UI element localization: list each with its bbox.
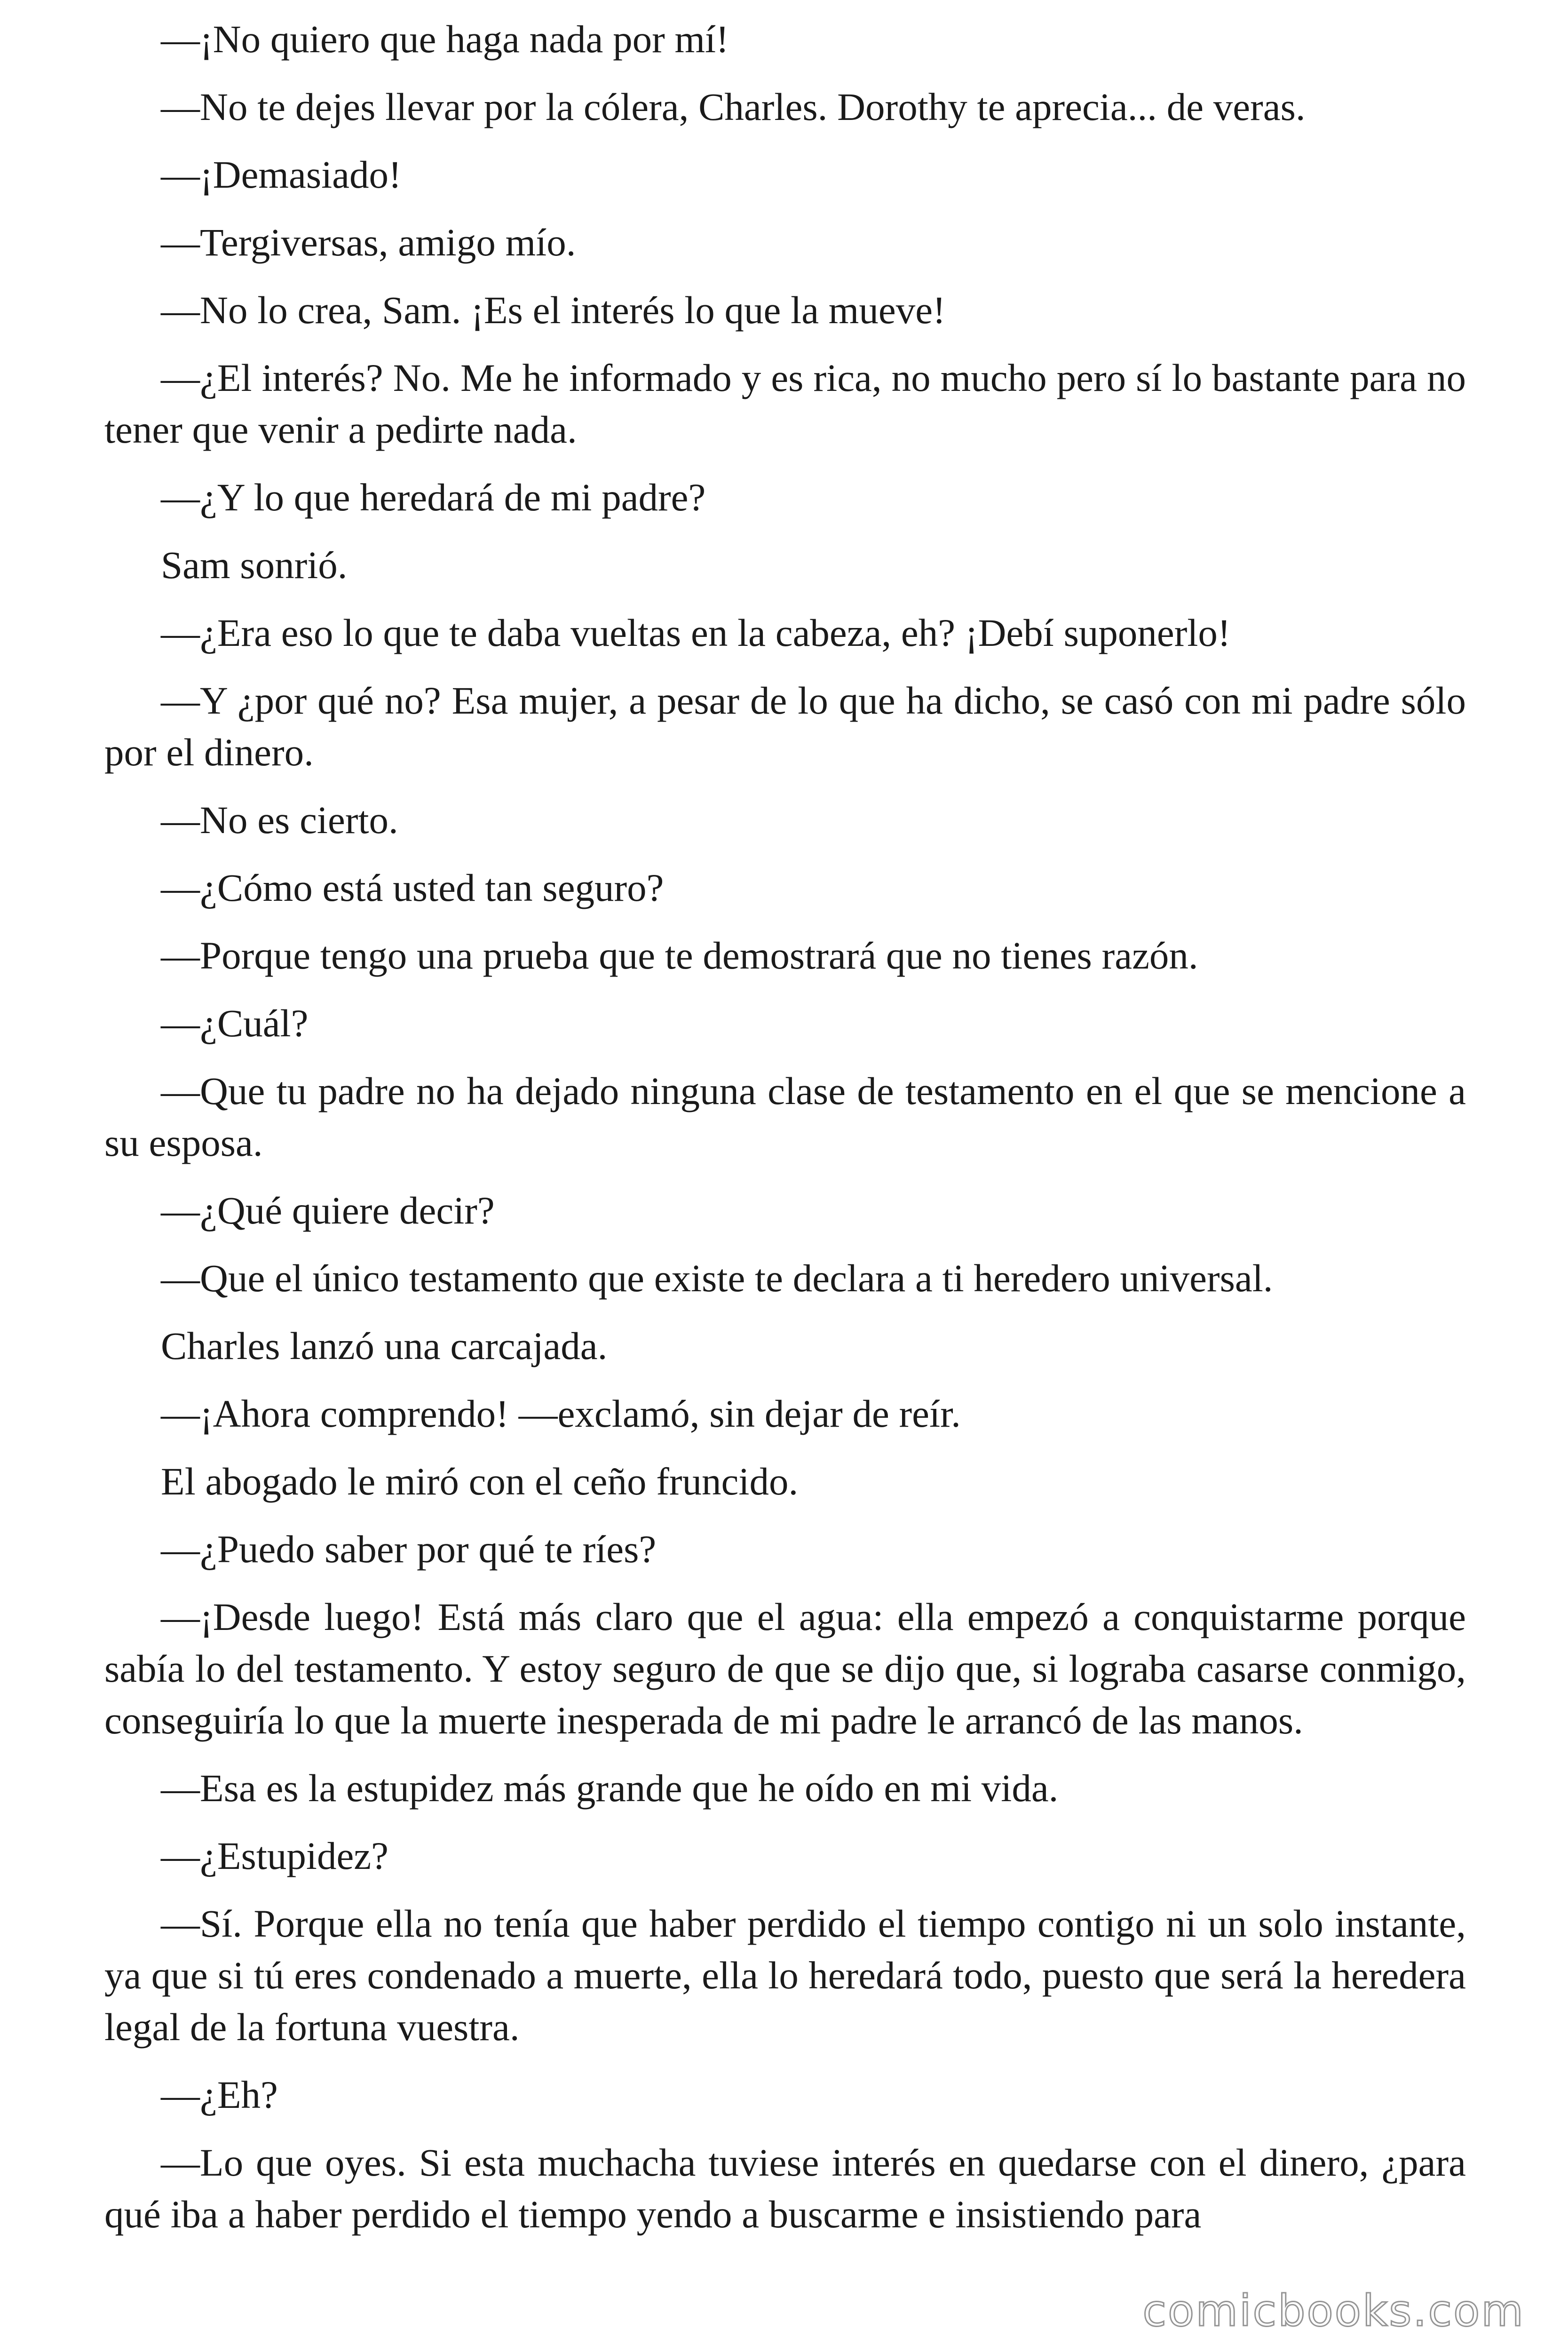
paragraph: —No te dejes llevar por la cólera, Charles. Dorothy te aprecia... de veras.	[161, 85, 1306, 128]
paragraph: Charles lanzó una carcajada.	[161, 1324, 608, 1367]
paragraph: —¡No quiero que haga nada por mí!	[161, 17, 729, 61]
paragraph: —¿Estupidez?	[161, 1834, 388, 1877]
paragraph: —Tergiversas, amigo mío.	[161, 221, 576, 264]
paragraph: —¿Y lo que heredará de mi padre?	[161, 476, 706, 519]
paragraph: —No es cierto.	[161, 798, 398, 842]
paragraph: —Y ¿por qué no? Esa mujer, a pesar de lo que ha dicho, se casó con mi padre sólo por el dinero.	[104, 679, 1466, 774]
paragraph: —¿Era eso lo que te daba vueltas en la cabeza, eh? ¡Debí suponerlo!	[161, 611, 1231, 654]
paragraph: —Que tu padre no ha dejado ninguna clase de testamento en el que se mencione a su esposa.	[104, 1069, 1466, 1164]
paragraph: —Sí. Porque ella no tenía que haber perdido el tiempo contigo ni un solo instante, ya que si tú eres condenado a muerte, ella lo heredará todo, puesto que será la heredera legal de la fortuna vuestra.	[104, 1902, 1466, 2049]
paragraph: —Lo que oyes. Si esta muchacha tuviese interés en quedarse con el dinero, ¿para qué iba a haber perdido el tiempo yendo a buscarme e insistiendo para	[104, 2141, 1466, 2236]
watermark: comicbooks.com	[1142, 2286, 1525, 2336]
paragraph: —¡Demasiado!	[161, 153, 402, 196]
paragraph: —¿Qué quiere decir?	[161, 1189, 495, 1232]
paragraph: —¿Cómo está usted tan seguro?	[161, 866, 664, 909]
paragraph: Sam sonrió.	[161, 543, 348, 587]
paragraph: —No lo crea, Sam. ¡Es el interés lo que la mueve!	[161, 288, 946, 332]
paragraph: —Porque tengo una prueba que te demostrará que no tienes razón.	[161, 934, 1198, 977]
paragraph: —¿Puedo saber por qué te ríes?	[161, 1527, 657, 1571]
text-body	[104, 13, 1466, 2256]
paragraph: —¡Ahora comprendo! —exclamó, sin dejar de reír.	[161, 1392, 961, 1435]
paragraph: —Esa es la estupidez más grande que he oído en mi vida.	[161, 1766, 1059, 1810]
paragraph: —¿Cuál?	[161, 1001, 309, 1045]
paragraph: —¿El interés? No. Me he informado y es rica, no mucho pero sí lo bastante para no tener que venir a pedirte nada.	[104, 356, 1466, 451]
paragraph: —Que el único testamento que existe te declara a ti heredero universal.	[161, 1256, 1273, 1300]
paragraph: El abogado le miró con el ceño fruncido.	[161, 1460, 799, 1503]
paragraph: —¡Desde luego! Está más claro que el agua: ella empezó a conquistarme porque sabía lo del testamento. Y estoy seguro de que se dijo que, si lograba casarse conmigo, conseguiría lo que la muerte inesperada de mi padre le arrancó de las manos.	[104, 1595, 1466, 1742]
paragraph: —¿Eh?	[161, 2073, 278, 2116]
